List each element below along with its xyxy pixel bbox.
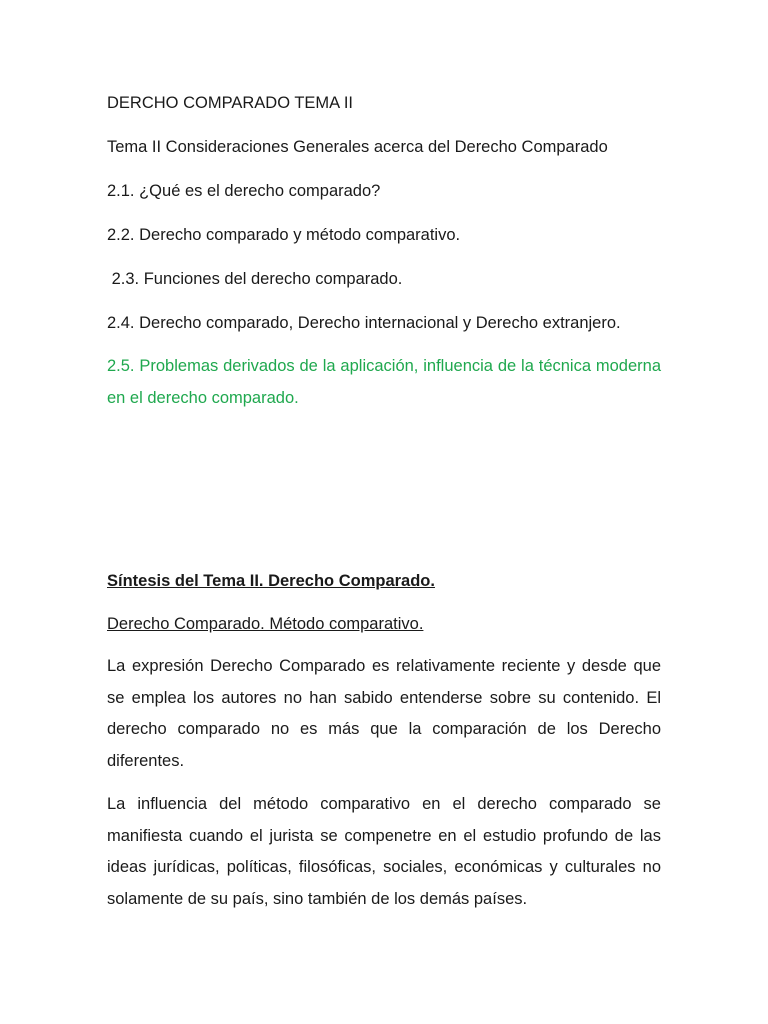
synthesis-title: Síntesis del Tema II. Derecho Comparado.	[107, 572, 435, 590]
body-paragraph: La expresión Derecho Comparado es relativamente reciente y desde que se emplea los autores no han sabido entenderse sobre su contenido. El derecho comparado no es más que la comparación de los Derecho diferentes.	[107, 657, 661, 770]
section-title: Derecho Comparado. Método comparativo.	[107, 615, 424, 633]
document-subtitle: Tema II Consideraciones Generales acerca del Derecho Comparado	[107, 138, 608, 156]
topic-item-highlighted: 2.5. Problemas derivados de la aplicación, influencia de la técnica moderna en el derecho comparado.	[107, 357, 661, 407]
body-paragraph: La influencia del método comparativo en el derecho comparado se manifiesta cuando el jurista se compenetre en el estudio profundo de las ideas jurídicas, políticas, filosóficas, sociales, económicas y culturales no solamente de su país, sino también de los demás países.	[107, 795, 661, 908]
document-heading: DERCHO COMPARADO TEMA II	[107, 94, 354, 112]
topic-item: 2.1. ¿Qué es el derecho comparado?	[107, 182, 381, 200]
topic-item: 2.4. Derecho comparado, Derecho internacional y Derecho extranjero.	[107, 314, 621, 332]
topic-item: 2.3. Funciones del derecho comparado.	[107, 270, 403, 288]
topic-item: 2.2. Derecho comparado y método comparativo.	[107, 226, 461, 244]
